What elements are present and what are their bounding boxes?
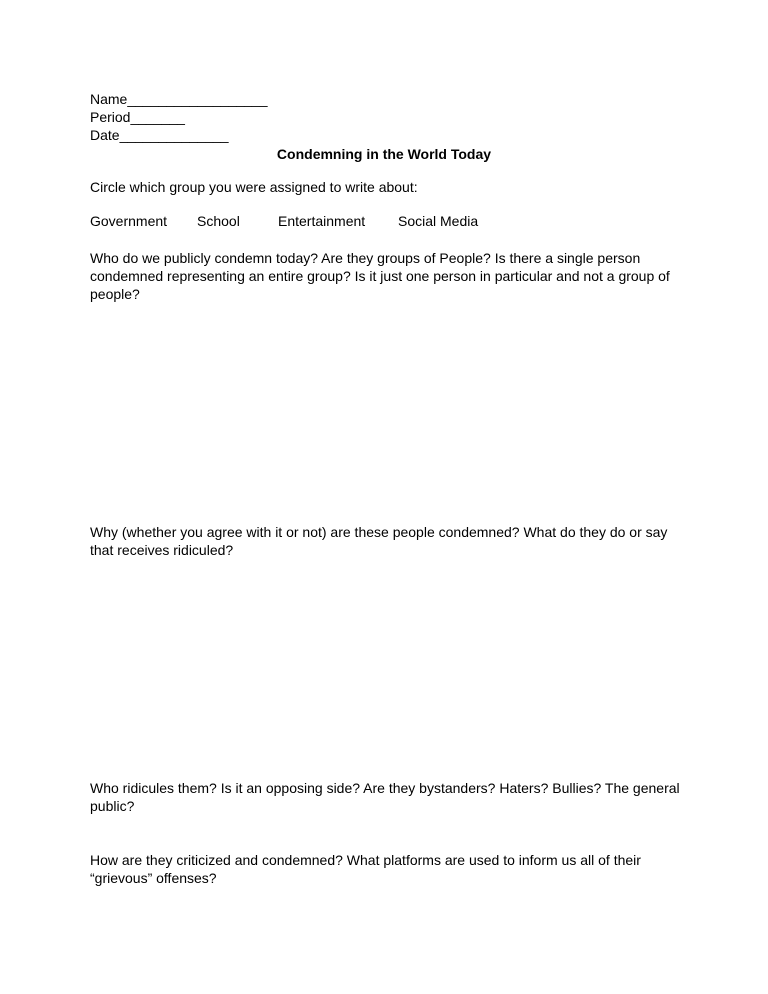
question-3: Who ridicules them? Is it an opposing side? Are they bystanders? Haters? Bullies? The general public? — [90, 780, 680, 814]
question-2: Why (whether you agree with it or not) are these people condemned? What do they do or say that receives ridiculed? — [90, 524, 668, 558]
group-option-school: School — [197, 213, 240, 229]
period-field: Period_______ — [90, 109, 185, 125]
question-1: Who do we publicly condemn today? Are they groups of People? Is there a single person condemned representing an entire group? Is it just one person in particular and not a group of people? — [90, 250, 670, 302]
worksheet-title: Condemning in the World Today — [276, 146, 492, 162]
date-field: Date______________ — [90, 127, 229, 143]
group-option-government: Government — [90, 213, 168, 229]
group-option-social-media: Social Media — [398, 213, 479, 229]
question-4: How are they criticized and condemned? What platforms are used to inform us all of their “grievous” offenses? — [90, 852, 641, 886]
instruction-text: Circle which group you were assigned to write about: — [90, 179, 418, 195]
name-field: Name__________________ — [90, 91, 268, 107]
group-option-entertainment: Entertainment — [278, 213, 366, 229]
